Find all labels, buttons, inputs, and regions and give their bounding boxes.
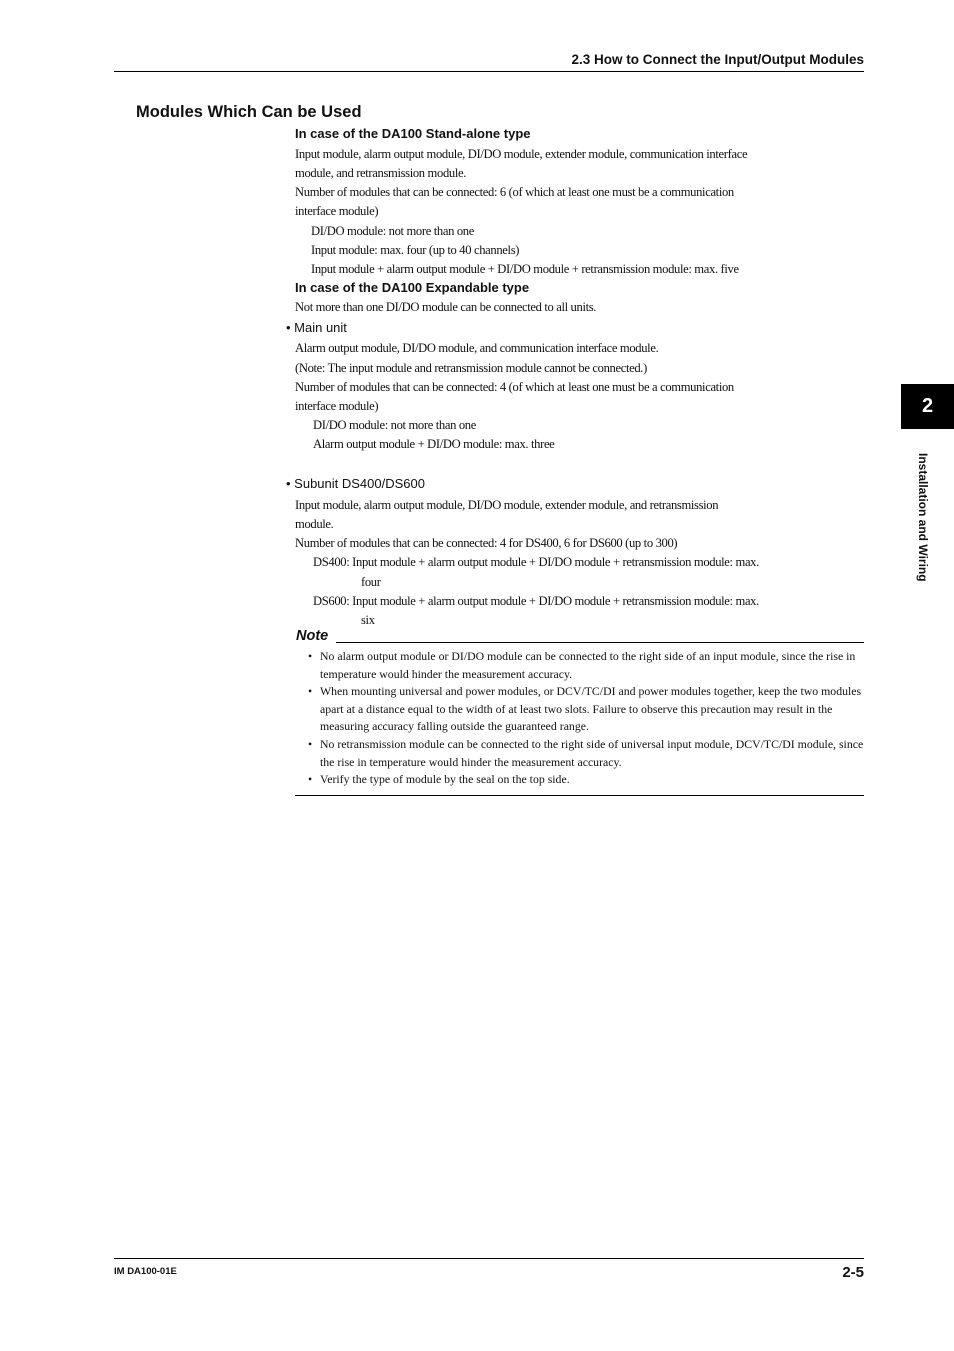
subunit-line: four <box>361 575 381 589</box>
subunit-line: six <box>361 613 375 627</box>
note-item: • No alarm output module or DI/DO module can be connected to the right side of an input module, since the rise in temperature would hinder the measurement accuracy. <box>308 649 856 681</box>
subunit-line: DS600: Input module + alarm output module + DI/DO module + retransmission module: max. <box>313 594 759 608</box>
note-item: • Verify the type of module by the seal on the top side. <box>308 771 864 789</box>
note-rule-top <box>336 642 864 643</box>
standalone-line: interface module) <box>295 204 379 218</box>
note-list <box>308 648 864 789</box>
standalone-line: Input module + alarm output module + DI/DO module + retransmission module: max. five <box>311 262 739 276</box>
subunit-line: DS400: Input module + alarm output module + DI/DO module + retransmission module: max. <box>313 555 759 569</box>
main-unit-line: interface module) <box>295 399 379 413</box>
chapter-tab: 2 <box>901 384 954 429</box>
standalone-line: Input module: max. four (up to 40 channels) <box>311 243 520 257</box>
section-title: Modules Which Can be Used <box>136 103 362 121</box>
bullet-icon: • <box>308 736 313 751</box>
note-rule-bottom <box>295 795 864 796</box>
standalone-line: module, and retransmission module. <box>295 166 467 180</box>
chapter-side-title: Installation and Wiring <box>916 453 930 582</box>
subunit-heading: • Subunit DS400/DS600 <box>286 476 425 491</box>
bullet-icon: • <box>308 684 313 699</box>
main-unit-heading: • Main unit <box>286 320 347 335</box>
subunit-line: Number of modules that can be connected: 4 for DS400, 6 for DS600 (up to 300) <box>295 536 678 550</box>
note-label: Note <box>296 628 329 644</box>
expandable-heading: In case of the DA100 Expandable type <box>295 280 530 295</box>
expandable-line: Not more than one DI/DO module can be connected to all units. <box>295 300 597 314</box>
main-unit-line: DI/DO module: not more than one <box>313 418 476 432</box>
standalone-line: Number of modules that can be connected: 6 (of which at least one must be a communication <box>295 185 734 199</box>
note-item: • No retransmission module can be connected to the right side of universal input module, DCV/TC/DI module, since the rise in temperature would hinder the measurement accuracy. <box>308 736 864 769</box>
main-unit-line: Alarm output module + DI/DO module: max. three <box>313 437 555 451</box>
standalone-line: Input module, alarm output module, DI/DO module, extender module, communication interface <box>295 147 748 161</box>
running-header: 2.3 How to Connect the Input/Output Modules <box>571 52 864 67</box>
manual-id: IM DA100-01E <box>114 1266 177 1277</box>
bullet-icon: • <box>308 772 313 787</box>
header-rule <box>114 71 864 72</box>
main-unit-line: Number of modules that can be connected: 4 (of which at least one must be a communication <box>295 380 734 394</box>
page-number: 2-5 <box>842 1264 864 1281</box>
main-unit-line: (Note: The input module and retransmission module cannot be connected.) <box>295 361 647 375</box>
bullet-icon: • <box>308 649 313 663</box>
standalone-line: DI/DO module: not more than one <box>311 224 474 238</box>
main-unit-line: Alarm output module, DI/DO module, and communication interface module. <box>295 341 659 355</box>
standalone-heading: In case of the DA100 Stand-alone type <box>295 126 531 141</box>
note-item: • When mounting universal and power modules, or DCV/TC/DI and power modules together, keep the two modules apart at a distance equal to the width of at least two slots. Failure to observe this precaution may result in the measuring accuracy falling outside the guaranteed range. <box>308 684 862 734</box>
footer-rule <box>114 1258 864 1259</box>
subunit-line: Input module, alarm output module, DI/DO module, extender module, and retransmission <box>295 498 719 512</box>
subunit-line: module. <box>295 517 334 531</box>
